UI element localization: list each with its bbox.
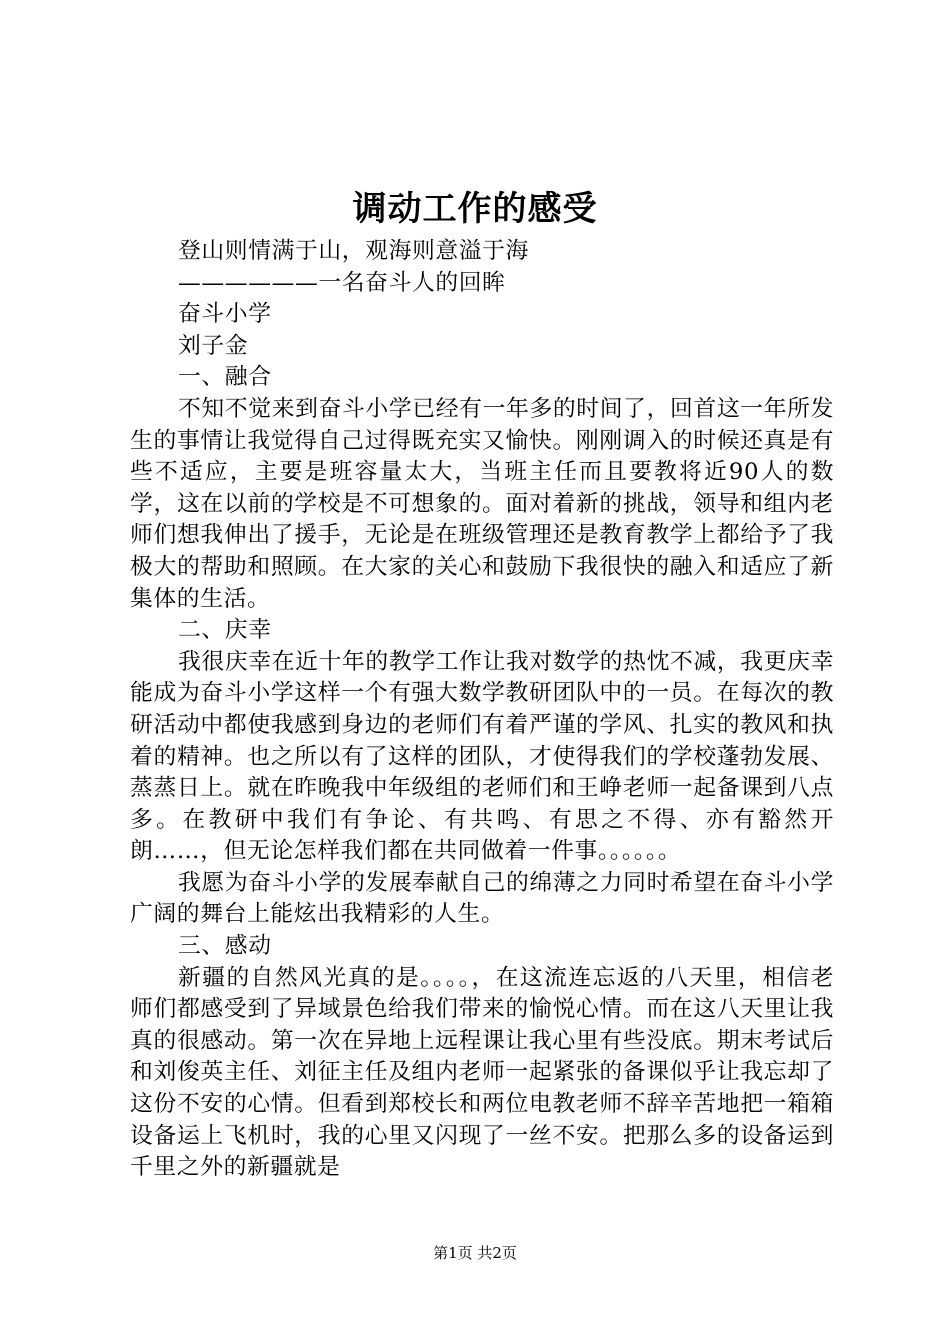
author-name: 刘子金 xyxy=(178,332,249,359)
section-paragraph: 新疆的自然风光真的是。。。。，在这流连忘返的八天里，相信老师们都感受到了异域景色给我们带来的愉悦心情。而在这八天里让我真的很感动。第一次在异地上远程课让我心里有些没底。期末考试后和刘俊英主任、刘征主任及组内老师一起紧张的备课似乎让我忘却了这份不安的心情。但看到郑校长和两位电教老师不辞辛苦地把一箱箱设备运上飞机时，我的心里又闪现了一丝不安。把那么多的设备运到千里之外的新疆就是 xyxy=(130,964,834,1181)
document-title: 调动工作的感受 xyxy=(352,189,598,229)
document-body xyxy=(130,236,834,1184)
section-paragraph: 不知不觉来到奋斗小学已经有一年多的时间了，回首这一年所发生的事情让我觉得自己过得既充实又愉快。刚刚调入的时候还真是有些不适应，主要是班容量太大，当班主任而且要教将近90人的数学，这在以前的学校是不可想象的。面对着新的挑战，领导和组内老师们想我伸出了援手，无论是在班级管理还是教育教学上都给予了我极大的帮助和照顾。在大家的关心和鼓励下我很快的融入和适应了新集体的生活。 xyxy=(130,395,834,612)
school-name: 奋斗小学 xyxy=(178,301,272,328)
section-heading: 二、庆幸 xyxy=(178,617,272,644)
section-paragraph: 我很庆幸在近十年的教学工作让我对数学的热忱不减，我更庆幸能成为奋斗小学这样一个有强大数学教研团队中的一员。在每次的教研活动中都使我感到身边的老师们有着严谨的学风、扎实的教风和执着的精神。也之所以有了这样的团队，才使得我们的学校蓬勃发展、蒸蒸日上。就在昨晚我中年级组的老师们和王峥老师一起备课到八点多。在教研中我们有争论、有共鸣、有思之不得、亦有豁然开朗……，但无论怎样我们都在共同做着一件事。。。。。。 xyxy=(130,648,834,865)
section-paragraph: 我愿为奋斗小学的发展奉献自己的绵薄之力同时希望在奋斗小学广阔的舞台上能炫出我精彩的人生。 xyxy=(130,869,834,928)
subtitle-line-1: 登山则情满于山，观海则意溢于海 xyxy=(178,238,529,264)
section-heading: 三、感动 xyxy=(178,933,272,960)
subtitle-line-2: ——————一名奋斗人的回眸 xyxy=(178,269,506,296)
section-heading: 一、融合 xyxy=(178,364,272,391)
page-footer: 第1页 共2页 xyxy=(433,1244,517,1262)
